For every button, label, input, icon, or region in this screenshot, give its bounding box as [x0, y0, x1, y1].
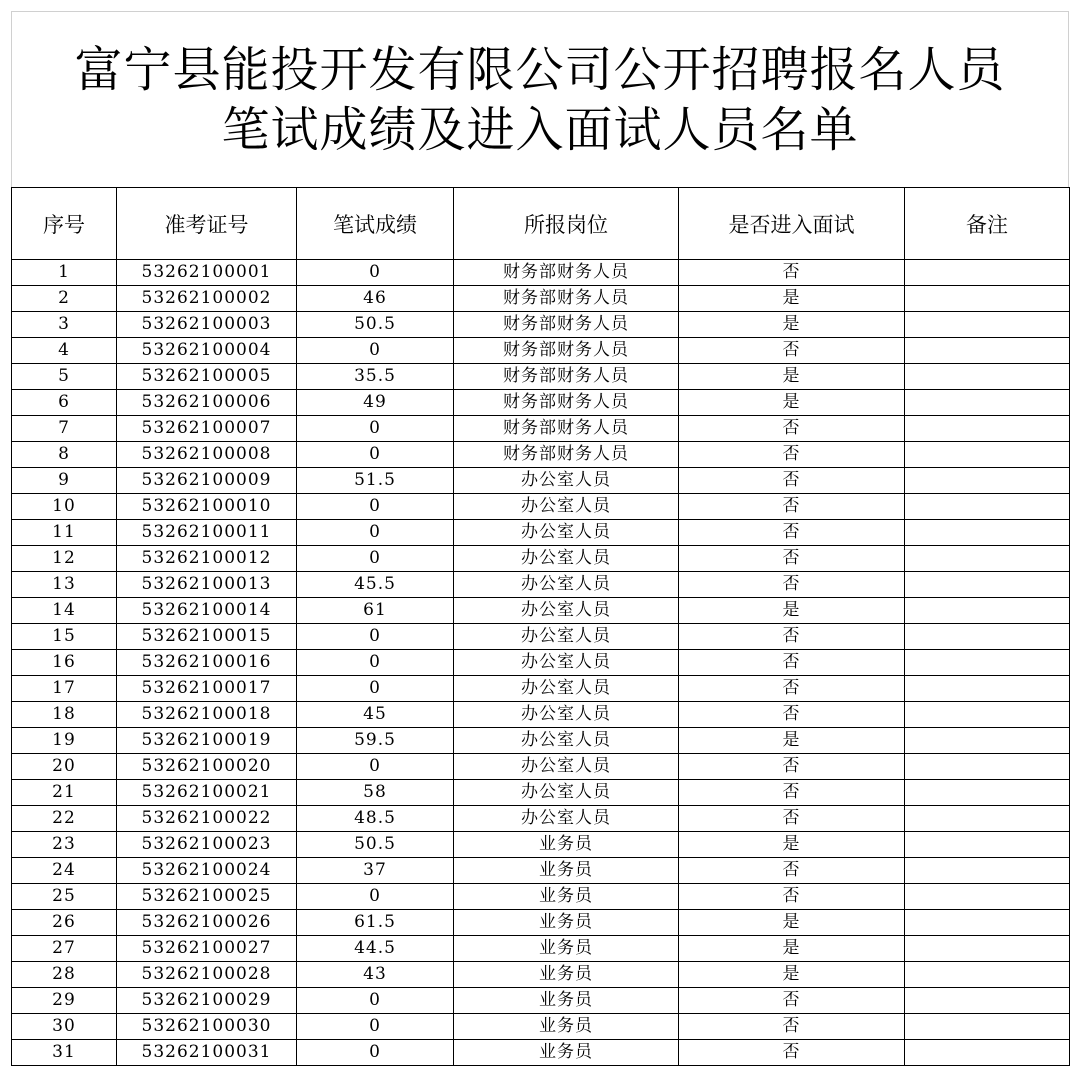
cell-seq: 11 [12, 520, 117, 546]
cell-written-score: 0 [297, 338, 454, 364]
cell-position: 业务员 [454, 884, 679, 910]
cell-interview: 否 [679, 780, 905, 806]
table-row [12, 780, 1070, 806]
table-row [12, 858, 1070, 884]
cell-position: 业务员 [454, 1014, 679, 1040]
cell-interview: 否 [679, 884, 905, 910]
cell-remarks [905, 962, 1070, 988]
cell-written-score: 48.5 [297, 806, 454, 832]
cell-interview: 否 [679, 650, 905, 676]
table-row [12, 494, 1070, 520]
cell-written-score: 50.5 [297, 832, 454, 858]
cell-remarks [905, 598, 1070, 624]
cell-seq: 24 [12, 858, 117, 884]
header-written-score: 笔试成绩 [297, 188, 454, 260]
cell-exam-id: 53262100001 [117, 260, 297, 286]
cell-seq: 25 [12, 884, 117, 910]
cell-exam-id: 53262100017 [117, 676, 297, 702]
cell-seq: 15 [12, 624, 117, 650]
cell-seq: 20 [12, 754, 117, 780]
cell-seq: 31 [12, 1040, 117, 1066]
cell-position: 办公室人员 [454, 702, 679, 728]
cell-exam-id: 53262100020 [117, 754, 297, 780]
cell-position: 办公室人员 [454, 546, 679, 572]
cell-exam-id: 53262100009 [117, 468, 297, 494]
cell-position: 办公室人员 [454, 520, 679, 546]
cell-remarks [905, 260, 1070, 286]
cell-remarks [905, 832, 1070, 858]
cell-written-score: 0 [297, 520, 454, 546]
cell-position: 业务员 [454, 858, 679, 884]
cell-position: 办公室人员 [454, 728, 679, 754]
cell-position: 办公室人员 [454, 806, 679, 832]
cell-exam-id: 53262100024 [117, 858, 297, 884]
cell-interview: 是 [679, 390, 905, 416]
cell-exam-id: 53262100031 [117, 1040, 297, 1066]
cell-position: 办公室人员 [454, 754, 679, 780]
header-interview: 是否进入面试 [679, 188, 905, 260]
table-row [12, 364, 1070, 390]
cell-remarks [905, 546, 1070, 572]
table-row [12, 728, 1070, 754]
cell-position: 办公室人员 [454, 624, 679, 650]
table-row [12, 832, 1070, 858]
cell-position: 办公室人员 [454, 598, 679, 624]
cell-written-score: 0 [297, 260, 454, 286]
table-body [12, 260, 1070, 1066]
cell-written-score: 43 [297, 962, 454, 988]
cell-position: 业务员 [454, 988, 679, 1014]
cell-remarks [905, 1040, 1070, 1066]
table-row [12, 650, 1070, 676]
title-line-2: 笔试成绩及进入面试人员名单 [221, 101, 859, 158]
cell-remarks [905, 572, 1070, 598]
cell-seq: 13 [12, 572, 117, 598]
cell-seq: 5 [12, 364, 117, 390]
cell-position: 财务部财务人员 [454, 442, 679, 468]
table-row [12, 910, 1070, 936]
cell-interview: 否 [679, 338, 905, 364]
table-row [12, 442, 1070, 468]
title-line-1: 富宁县能投开发有限公司公开招聘报名人员 [74, 41, 1006, 98]
cell-written-score: 35.5 [297, 364, 454, 390]
cell-interview: 是 [679, 910, 905, 936]
table-row [12, 338, 1070, 364]
cell-written-score: 0 [297, 494, 454, 520]
cell-position: 业务员 [454, 936, 679, 962]
cell-seq: 30 [12, 1014, 117, 1040]
cell-interview: 否 [679, 1040, 905, 1066]
cell-remarks [905, 754, 1070, 780]
cell-remarks [905, 936, 1070, 962]
cell-position: 办公室人员 [454, 468, 679, 494]
table-row [12, 546, 1070, 572]
cell-seq: 16 [12, 650, 117, 676]
cell-exam-id: 53262100018 [117, 702, 297, 728]
cell-remarks [905, 520, 1070, 546]
cell-interview: 否 [679, 468, 905, 494]
cell-remarks [905, 390, 1070, 416]
table-row [12, 988, 1070, 1014]
cell-seq: 14 [12, 598, 117, 624]
cell-position: 办公室人员 [454, 780, 679, 806]
cell-exam-id: 53262100028 [117, 962, 297, 988]
cell-written-score: 44.5 [297, 936, 454, 962]
cell-seq: 21 [12, 780, 117, 806]
cell-written-score: 46 [297, 286, 454, 312]
cell-remarks [905, 468, 1070, 494]
cell-seq: 2 [12, 286, 117, 312]
cell-interview: 否 [679, 1014, 905, 1040]
cell-interview: 否 [679, 754, 905, 780]
cell-remarks [905, 286, 1070, 312]
cell-remarks [905, 858, 1070, 884]
cell-exam-id: 53262100002 [117, 286, 297, 312]
cell-interview: 否 [679, 416, 905, 442]
cell-exam-id: 53262100004 [117, 338, 297, 364]
table-row [12, 1040, 1070, 1066]
cell-remarks [905, 416, 1070, 442]
cell-interview: 否 [679, 494, 905, 520]
table-row [12, 416, 1070, 442]
cell-interview: 否 [679, 858, 905, 884]
cell-exam-id: 53262100012 [117, 546, 297, 572]
cell-position: 业务员 [454, 910, 679, 936]
cell-position: 财务部财务人员 [454, 286, 679, 312]
cell-written-score: 0 [297, 884, 454, 910]
cell-seq: 8 [12, 442, 117, 468]
cell-written-score: 58 [297, 780, 454, 806]
cell-exam-id: 53262100025 [117, 884, 297, 910]
cell-interview: 是 [679, 832, 905, 858]
cell-interview: 否 [679, 520, 905, 546]
cell-exam-id: 53262100029 [117, 988, 297, 1014]
cell-remarks [905, 338, 1070, 364]
cell-exam-id: 53262100005 [117, 364, 297, 390]
cell-interview: 是 [679, 364, 905, 390]
cell-exam-id: 53262100016 [117, 650, 297, 676]
cell-seq: 28 [12, 962, 117, 988]
cell-remarks [905, 780, 1070, 806]
cell-exam-id: 53262100015 [117, 624, 297, 650]
table-row [12, 286, 1070, 312]
table-row [12, 572, 1070, 598]
cell-interview: 否 [679, 624, 905, 650]
table-row [12, 624, 1070, 650]
cell-seq: 27 [12, 936, 117, 962]
cell-interview: 否 [679, 260, 905, 286]
cell-written-score: 45.5 [297, 572, 454, 598]
cell-position: 财务部财务人员 [454, 338, 679, 364]
cell-seq: 1 [12, 260, 117, 286]
cell-seq: 9 [12, 468, 117, 494]
cell-remarks [905, 494, 1070, 520]
cell-exam-id: 53262100011 [117, 520, 297, 546]
cell-interview: 否 [679, 442, 905, 468]
table-row [12, 468, 1070, 494]
cell-remarks [905, 364, 1070, 390]
cell-exam-id: 53262100008 [117, 442, 297, 468]
header-exam-id: 准考证号 [117, 188, 297, 260]
cell-interview: 是 [679, 312, 905, 338]
cell-seq: 23 [12, 832, 117, 858]
table-row [12, 806, 1070, 832]
cell-position: 办公室人员 [454, 676, 679, 702]
cell-interview: 否 [679, 988, 905, 1014]
cell-seq: 19 [12, 728, 117, 754]
cell-interview: 否 [679, 572, 905, 598]
cell-position: 财务部财务人员 [454, 416, 679, 442]
cell-position: 办公室人员 [454, 650, 679, 676]
header-seq: 序号 [12, 188, 117, 260]
cell-remarks [905, 650, 1070, 676]
cell-exam-id: 53262100007 [117, 416, 297, 442]
cell-exam-id: 53262100010 [117, 494, 297, 520]
cell-remarks [905, 676, 1070, 702]
cell-exam-id: 53262100030 [117, 1014, 297, 1040]
cell-remarks [905, 728, 1070, 754]
cell-written-score: 59.5 [297, 728, 454, 754]
cell-written-score: 0 [297, 676, 454, 702]
cell-seq: 22 [12, 806, 117, 832]
cell-written-score: 37 [297, 858, 454, 884]
cell-seq: 26 [12, 910, 117, 936]
header-remarks: 备注 [905, 188, 1070, 260]
cell-interview: 否 [679, 702, 905, 728]
cell-exam-id: 53262100013 [117, 572, 297, 598]
cell-exam-id: 53262100014 [117, 598, 297, 624]
cell-written-score: 0 [297, 1040, 454, 1066]
cell-interview: 否 [679, 806, 905, 832]
cell-written-score: 45 [297, 702, 454, 728]
cell-seq: 10 [12, 494, 117, 520]
cell-seq: 12 [12, 546, 117, 572]
cell-written-score: 0 [297, 416, 454, 442]
cell-exam-id: 53262100006 [117, 390, 297, 416]
cell-exam-id: 53262100019 [117, 728, 297, 754]
table-row [12, 260, 1070, 286]
cell-exam-id: 53262100022 [117, 806, 297, 832]
cell-interview: 是 [679, 598, 905, 624]
cell-seq: 18 [12, 702, 117, 728]
cell-written-score: 0 [297, 442, 454, 468]
cell-position: 财务部财务人员 [454, 260, 679, 286]
cell-remarks [905, 624, 1070, 650]
title-block [11, 11, 1069, 187]
cell-seq: 7 [12, 416, 117, 442]
cell-written-score: 0 [297, 650, 454, 676]
cell-written-score: 0 [297, 546, 454, 572]
table-row [12, 702, 1070, 728]
cell-seq: 3 [12, 312, 117, 338]
cell-seq: 29 [12, 988, 117, 1014]
cell-written-score: 49 [297, 390, 454, 416]
table-header-row [12, 188, 1070, 260]
cell-seq: 6 [12, 390, 117, 416]
cell-exam-id: 53262100023 [117, 832, 297, 858]
cell-written-score: 0 [297, 1014, 454, 1040]
cell-written-score: 50.5 [297, 312, 454, 338]
cell-remarks [905, 806, 1070, 832]
cell-position: 财务部财务人员 [454, 312, 679, 338]
cell-position: 业务员 [454, 962, 679, 988]
cell-interview: 是 [679, 286, 905, 312]
cell-interview: 是 [679, 962, 905, 988]
cell-written-score: 0 [297, 624, 454, 650]
cell-exam-id: 53262100026 [117, 910, 297, 936]
cell-exam-id: 53262100021 [117, 780, 297, 806]
table-row [12, 884, 1070, 910]
cell-remarks [905, 442, 1070, 468]
cell-remarks [905, 1014, 1070, 1040]
cell-seq: 17 [12, 676, 117, 702]
cell-position: 业务员 [454, 1040, 679, 1066]
cell-written-score: 51.5 [297, 468, 454, 494]
cell-interview: 是 [679, 936, 905, 962]
cell-written-score: 0 [297, 754, 454, 780]
header-position: 所报岗位 [454, 188, 679, 260]
cell-remarks [905, 910, 1070, 936]
cell-remarks [905, 988, 1070, 1014]
table-row [12, 598, 1070, 624]
cell-written-score: 0 [297, 988, 454, 1014]
table-row [12, 754, 1070, 780]
cell-remarks [905, 312, 1070, 338]
cell-remarks [905, 884, 1070, 910]
cell-seq: 4 [12, 338, 117, 364]
cell-interview: 是 [679, 728, 905, 754]
cell-interview: 否 [679, 546, 905, 572]
cell-position: 办公室人员 [454, 494, 679, 520]
table-row [12, 962, 1070, 988]
results-table [11, 187, 1070, 1066]
table-row [12, 1014, 1070, 1040]
table-row [12, 312, 1070, 338]
table-row [12, 390, 1070, 416]
cell-interview: 否 [679, 676, 905, 702]
cell-remarks [905, 702, 1070, 728]
table-row [12, 676, 1070, 702]
cell-exam-id: 53262100027 [117, 936, 297, 962]
cell-exam-id: 53262100003 [117, 312, 297, 338]
table-row [12, 936, 1070, 962]
cell-position: 财务部财务人员 [454, 364, 679, 390]
cell-position: 办公室人员 [454, 572, 679, 598]
cell-written-score: 61.5 [297, 910, 454, 936]
cell-position: 业务员 [454, 832, 679, 858]
cell-position: 财务部财务人员 [454, 390, 679, 416]
table-row [12, 520, 1070, 546]
cell-written-score: 61 [297, 598, 454, 624]
